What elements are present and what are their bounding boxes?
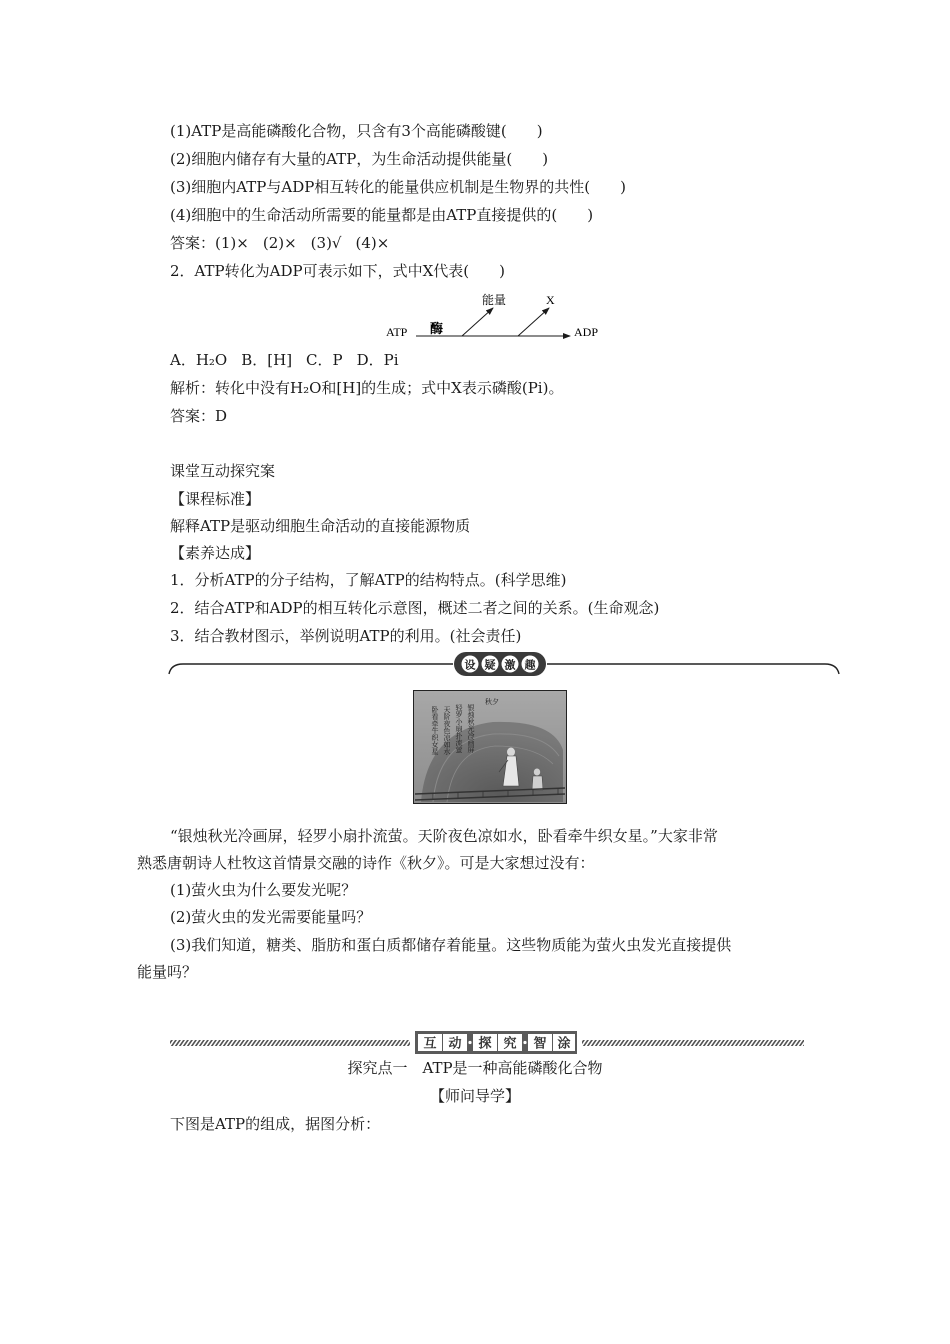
banner-left-line <box>169 664 453 674</box>
option-c: C．P <box>306 351 343 369</box>
answer-1: (1)× <box>215 234 249 252</box>
diagram-x-label: X <box>546 293 555 307</box>
banner-hatch-left <box>170 1040 410 1046</box>
poem-column-2: 轻罗小扇扑流萤 <box>455 704 463 753</box>
question-2-answer: 答案：D <box>170 407 228 425</box>
story-question-3-line1: (3)我们知道，糖类、脂肪和蛋白质都储存着能量。这些物质能为萤火虫发光直接提供 <box>170 936 732 954</box>
banner2-char-4: 究 <box>503 1035 517 1051</box>
answer-4: (4)× <box>355 234 390 252</box>
answer-2: (2)× <box>262 234 297 252</box>
diagram-adp-label: ADP <box>574 325 599 339</box>
poem-paragraph-line1: “银烛秋光冷画屏，轻罗小扇扑流萤。天阶夜色凉如水，卧看牵牛织女星。”大家非常 <box>170 827 718 845</box>
answer-3: (3)√ <box>310 234 342 252</box>
option-d: D．Pi <box>356 351 399 369</box>
x-arrow <box>518 308 549 336</box>
painting-title-mark: 秋夕 <box>485 698 499 706</box>
poem-column-3: 天阶夜色凉如水 <box>443 706 451 755</box>
atp-adp-diagram <box>380 290 610 345</box>
badge-char-1: 设 <box>464 659 476 672</box>
poem-paragraph-line2: 熟悉唐朝诗人杜牧这首情景交融的诗作《秋夕》。可是大家想过没有： <box>137 854 595 872</box>
banner-suspense <box>165 650 845 678</box>
question-2-options <box>170 350 413 370</box>
banner2-char-6: 涂 <box>557 1035 571 1051</box>
banner2-char-3: 探 <box>478 1035 492 1051</box>
standard-text: 解释ATP是驱动细胞生命活动的直接能源物质 <box>170 517 471 535</box>
diagram-atp-label: ATP <box>386 325 408 339</box>
story-question-2: (2)萤火虫的发光需要能量吗？ <box>170 908 372 926</box>
energy-arrow <box>462 308 493 336</box>
literacy-item-3: 3．结合教材图示，举例说明ATP的利用。(社会责任) <box>170 627 522 645</box>
section-intro: 下图是ATP的组成，据图分析： <box>170 1115 381 1133</box>
diagram-energy-label: 能量 <box>482 293 507 307</box>
badge-char-2: 疑 <box>484 659 496 672</box>
standard-heading: 【课程标准】 <box>170 490 261 508</box>
option-b: B．[H] <box>241 351 293 369</box>
question-2-analysis: 解析：转化中没有H₂O和[H]的生成；式中X表示磷酸(Pi)。 <box>170 379 564 397</box>
option-a: A．H₂O <box>170 351 228 369</box>
poem-column-1: 银烛秋光冷画屏 <box>467 704 475 753</box>
judgment-answers <box>170 233 403 253</box>
judgment-item-2: (2)细胞内储存有大量的ATP，为生命活动提供能量( ) <box>170 150 549 168</box>
poem-column-4: 卧看牵牛织女星 <box>431 706 439 755</box>
banner-hatch-right <box>582 1040 804 1046</box>
literacy-heading: 【素养达成】 <box>170 544 261 562</box>
story-question-1: (1)萤火虫为什么要发光呢？ <box>170 881 357 899</box>
section-guide-heading: 【师问导学】 <box>429 1087 520 1105</box>
badge-char-4: 趣 <box>524 659 536 672</box>
literacy-item-2: 2．结合ATP和ADP的相互转化示意图，概述二者之间的关系。(生命观念) <box>170 599 660 617</box>
section-title: 探究点一 ATP是一种高能磷酸化合物 <box>347 1059 603 1077</box>
qiuxi-painting <box>413 690 567 804</box>
answer-label: 答案： <box>170 234 216 252</box>
diagram-enzyme-label: 酶 <box>430 321 444 336</box>
judgment-item-4: (4)细胞中的生命活动所需要的能量都是由ATP直接提供的( ) <box>170 206 594 224</box>
banner2-char-1: 互 <box>423 1035 437 1051</box>
literacy-item-1: 1．分析ATP的分子结构，了解ATP的结构特点。(科学思维) <box>170 571 567 589</box>
story-question-3-line2: 能量吗？ <box>137 963 198 981</box>
banner2-char-2: 动 <box>448 1035 462 1051</box>
banner-interactive-explore <box>170 1030 805 1056</box>
banner-right-line <box>547 664 839 674</box>
judgment-item-1: (1)ATP是高能磷酸化合物，只含有3个高能磷酸键( ) <box>170 122 543 140</box>
banner2-char-5: 智 <box>533 1035 547 1051</box>
badge-char-3: 激 <box>504 659 516 672</box>
judgment-item-3: (3)细胞内ATP与ADP相互转化的能量供应机制是生物界的共性( ) <box>170 178 627 196</box>
question-2-stem: 2．ATP转化为ADP可表示如下，式中X代表( ) <box>170 262 505 280</box>
classroom-title: 课堂互动探究案 <box>170 462 276 480</box>
